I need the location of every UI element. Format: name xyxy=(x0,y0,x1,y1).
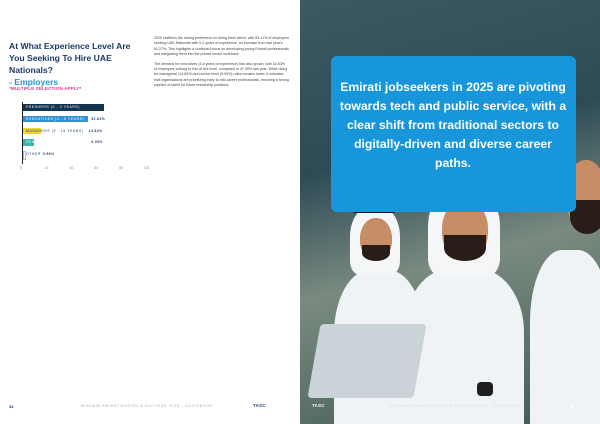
page-number: 34 xyxy=(9,404,14,409)
heading-subtitle: - Employers xyxy=(9,77,59,87)
bar-category-label: SENIOR LEVEL (15+ YEARS) xyxy=(26,140,87,145)
bar-value-label: 9.09% xyxy=(91,140,103,145)
bar-row xyxy=(23,128,147,135)
beard xyxy=(362,245,390,261)
beard xyxy=(444,235,486,261)
robe xyxy=(530,250,600,424)
x-tick-label: 100 xyxy=(144,166,150,170)
bar-row xyxy=(23,104,147,111)
bar-row xyxy=(23,116,147,123)
bar-row xyxy=(23,151,147,158)
laptop xyxy=(307,324,426,398)
right-footer xyxy=(300,402,600,414)
selection-note: *MULTIPLE SELECTION APPLY* xyxy=(9,86,82,91)
bar-row xyxy=(23,139,147,146)
x-tick-label: 0 xyxy=(20,166,22,170)
body-paragraph: 2025 reaffirms the strong preference for hiring fresh talent, with 65.41% of employers seeking UAE Nationals with 0-2 years of experience, an increase from last year's 61.27%. This highlights a continued focus on developing young Emirati professionals and integrating them into the private sector workforce. xyxy=(154,36,289,56)
left-footer xyxy=(9,402,291,414)
tasc-logo: TASC xyxy=(312,403,325,408)
bar-value-label: 0.96% xyxy=(42,152,55,157)
page-number: 35 xyxy=(570,404,575,409)
heading-text: At What Experience Level Are You Seeking To Hire UAE Nationals? xyxy=(9,41,131,75)
body-text-column xyxy=(154,36,289,93)
right-page xyxy=(300,0,600,424)
chart-x-ticks xyxy=(17,166,150,172)
wristwatch xyxy=(477,382,493,396)
body-paragraph: The demand for executives (3-6 years of experience) has also grown, with 52.63% of employers looking to hire at this level, compared to 47.35% last year. While hiring for managerial (14.83%) and senior-level (9.09%) roles remains lower, it indicates that organisations are prioritizing early to mid-career professionals, ensuring a strong pipeline of talent for future leadership positions. xyxy=(154,61,289,87)
tasc-logo: TASC xyxy=(253,403,266,408)
bar-category-label: FRESHERS (0 - 2 YEARS) xyxy=(26,105,81,109)
bar-value-label: 65.41% xyxy=(107,105,121,109)
x-tick-label: 80 xyxy=(119,166,123,170)
x-tick-label: 40 xyxy=(69,166,74,170)
bar-category-label: MANAGERS (9 - 15 YEARS) xyxy=(26,128,84,133)
bar-value-label: 14.83% xyxy=(88,128,103,133)
bar-value-label: 52.63% xyxy=(91,116,106,121)
footer-title: MISHAIB EMIRATISATION & SUCCESS 2025 - GUIDEBOOK xyxy=(81,404,213,408)
footer-title: MISHAIB EMIRATISATION & SUCCESS 2025 - GUIDEBOOK xyxy=(390,404,522,408)
bar-category-label: EXECUTIVES (3 - 6 YEARS) xyxy=(26,116,85,121)
x-tick-label: 60 xyxy=(94,166,98,170)
experience-level-bar-chart xyxy=(23,104,147,164)
bar-category-label: OTHER xyxy=(26,152,41,157)
page-heading xyxy=(9,40,147,88)
callout-text: Emirati jobseekers in 2025 are pivoting towards tech and public service, with a clear shift from traditional sectors to digitally-driven and diverse career paths. xyxy=(339,80,567,170)
x-tick-label: 20 xyxy=(44,166,49,170)
